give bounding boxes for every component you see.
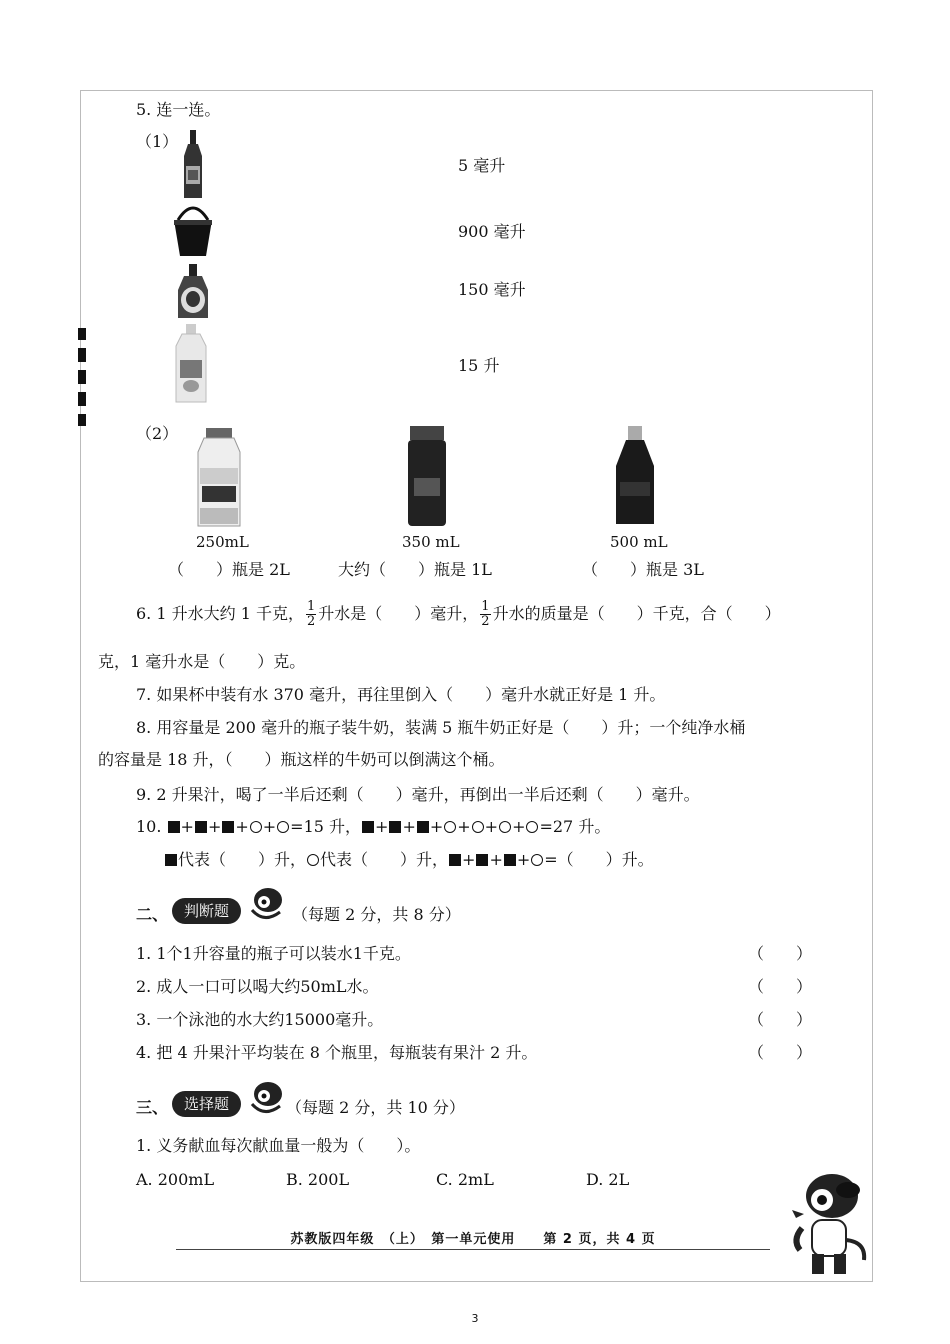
page-footer: 苏教版四年级 （上） 第一单元使用 第 2 页，共 4 页: [290, 1232, 656, 1247]
square-symbol: [168, 821, 180, 833]
q10-eq1-result: =15 升，: [290, 817, 362, 836]
fraction-half: [480, 600, 490, 629]
q8-line2[interactable]: 的容量是 18 升，（ ）瓶这样的牛奶可以倒满这个桶。: [98, 750, 505, 769]
choice-option-c[interactable]: C. 2mL: [436, 1170, 494, 1189]
oil-bottle-image: [172, 324, 210, 404]
square-symbol: [449, 854, 461, 866]
mascot-dog-image: [782, 1170, 874, 1278]
q5-blank-3[interactable]: （ ）瓶是 3L: [582, 560, 704, 579]
choice-option-b[interactable]: B. 200L: [286, 1170, 350, 1189]
juice-bottle-image: [196, 428, 242, 528]
circle-symbol: [444, 821, 456, 833]
capacity-option-1: 5 毫升: [458, 156, 506, 175]
section2-score: （每题 2 分，共 8 分）: [292, 905, 461, 924]
square-symbol: [222, 821, 234, 833]
q10-blank-b[interactable]: 代表（ ）升，: [320, 850, 449, 869]
judge-answer-4[interactable]: （ ）: [748, 1043, 813, 1062]
q7-text[interactable]: 7. 如果杯中装有水 370 毫升，再往里倒入（ ）毫升水就正好是 1 升。: [136, 685, 666, 704]
q6-text-a: 6. 1 升水大约 1 千克，: [136, 604, 304, 623]
q10-blank-a[interactable]: 代表（ ）升，: [178, 850, 307, 869]
fraction-numerator: 1: [306, 599, 316, 614]
q5-title: 5. 连一连。: [136, 100, 221, 119]
circle-symbol: [531, 854, 543, 866]
choice-question-1[interactable]: 1. 义务献血每次献血量一般为（ ）。: [136, 1136, 421, 1155]
q10-blank-c[interactable]: =（ ）升。: [544, 850, 654, 869]
judge-item-1: 1. 1个1升容量的瓶子可以装水1千克。: [136, 944, 411, 963]
cartoon-dog-icon: [244, 880, 290, 924]
cartoon-dog-icon: [244, 1074, 290, 1118]
circle-symbol: [526, 821, 538, 833]
sauce-bottle-image: [174, 264, 212, 320]
judge-answer-2[interactable]: （ ）: [748, 977, 813, 996]
section3-ribbon: 选择题: [172, 1091, 241, 1117]
circle-symbol: [472, 821, 484, 833]
circle-symbol: [307, 854, 319, 866]
q5-blank-1[interactable]: （ ）瓶是 2L: [168, 560, 290, 579]
bucket-image: [170, 202, 216, 258]
judge-item-3: 3. 一个泳池的水大约15000毫升。: [136, 1010, 384, 1029]
judge-answer-1[interactable]: （ ）: [748, 944, 813, 963]
q5-blank-2[interactable]: 大约（ ）瓶是 1L: [338, 560, 492, 579]
q9-text[interactable]: 9. 2 升果汁，喝了一半后还剩（ ）毫升，再倒出一半后还剩（ ）毫升。: [136, 785, 700, 804]
section3-number: 三、: [136, 1098, 169, 1117]
bottle-label-500: 500 mL: [610, 533, 668, 551]
page-number: 3: [471, 1312, 479, 1325]
q5-part1-label: （1）: [136, 132, 179, 151]
q5-part2-label: （2）: [136, 424, 179, 443]
square-symbol: [476, 854, 488, 866]
section2-ribbon: 判断题: [172, 898, 241, 924]
choice-option-d[interactable]: D. 2L: [586, 1170, 630, 1189]
fraction-half: [306, 600, 316, 629]
square-symbol: [504, 854, 516, 866]
q6-line2[interactable]: 克，1 毫升水是（ ）克。: [98, 652, 306, 671]
square-symbol: [417, 821, 429, 833]
bottle-label-250: 250mL: [196, 533, 249, 551]
section3-score: （每题 2 分，共 10 分）: [286, 1098, 465, 1117]
capacity-option-3: 150 毫升: [458, 280, 526, 299]
footer-divider: [176, 1249, 770, 1250]
section2-number: 二、: [136, 905, 169, 924]
binder-marks: [78, 328, 88, 432]
square-symbol: [165, 854, 177, 866]
q10-line1: 10. + + + + =15 升， + + + + + + =27 升。: [136, 817, 611, 836]
square-symbol: [389, 821, 401, 833]
q10-eq2-result: =27 升。: [539, 817, 611, 836]
choice-option-a[interactable]: A. 200mL: [136, 1170, 215, 1189]
circle-symbol: [499, 821, 511, 833]
q8-line1[interactable]: 8. 用容量是 200 毫升的瓶子装牛奶，装满 5 瓶牛奶正好是（ ）升；一个纯净水桶: [136, 718, 746, 737]
soda-bottle-image: [612, 426, 658, 526]
thermos-bottle-image: [406, 426, 448, 528]
fraction-numerator: 1: [481, 599, 490, 614]
capacity-option-2: 900 毫升: [458, 222, 526, 241]
square-symbol: [195, 821, 207, 833]
fraction-denominator: 2: [481, 614, 490, 629]
circle-symbol: [250, 821, 262, 833]
judge-item-2: 2. 成人一口可以喝大约50mL水。: [136, 977, 379, 996]
q6-text-c[interactable]: 升水的质量是（ ）千克，合（ ）: [492, 604, 781, 623]
capacity-option-4: 15 升: [458, 356, 500, 375]
square-symbol: [362, 821, 374, 833]
q6-line1: [136, 596, 781, 632]
q10-line2[interactable]: 代表（ ）升， 代表（ ）升， + + + =（ ）升。: [164, 850, 654, 870]
bottle-label-350: 350 mL: [402, 533, 460, 551]
fraction-denominator: 2: [306, 614, 316, 629]
circle-symbol: [277, 821, 289, 833]
judge-item-4: 4. 把 4 升果汁平均装在 8 个瓶里，每瓶装有果汁 2 升。: [136, 1043, 538, 1062]
judge-answer-3[interactable]: （ ）: [748, 1010, 813, 1029]
beer-bottle-image: [180, 130, 206, 200]
q6-text-b[interactable]: 升水是（ ）毫升，: [318, 604, 479, 623]
q10-label: 10.: [136, 817, 162, 836]
